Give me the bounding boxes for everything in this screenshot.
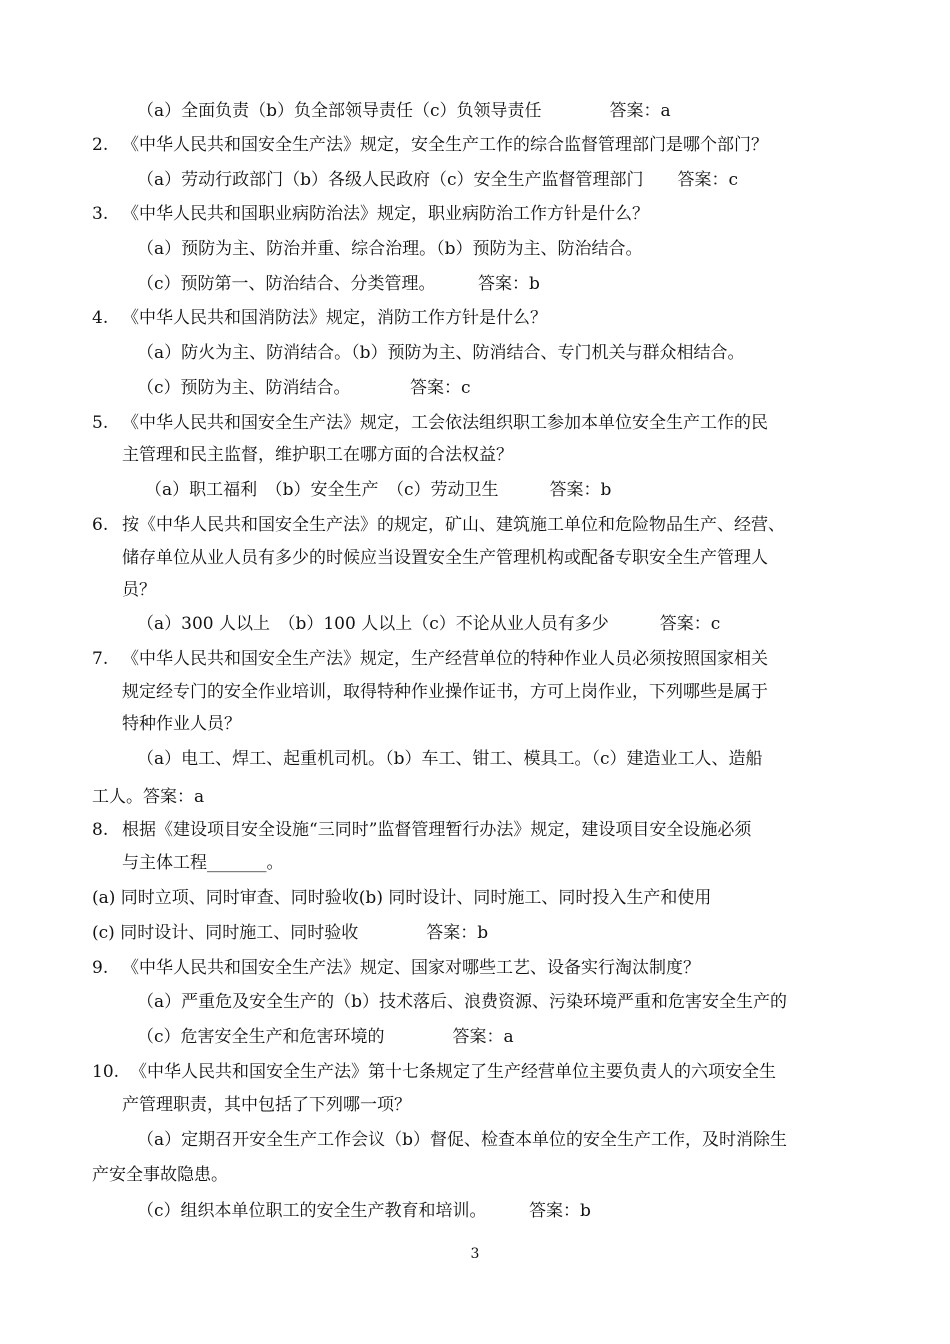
option-line: （c）组织本单位职工的安全生产教育和培训。 答案：b: [137, 1201, 591, 1221]
question-text: 储存单位从业人员有多少的时候应当设置安全生产管理机构或配备专职安全生产管理人: [122, 548, 768, 568]
question-number: 6.: [92, 515, 109, 535]
question-text: 与主体工程_______。: [122, 853, 284, 873]
question-number: 10.: [92, 1062, 120, 1082]
question-number: 4.: [92, 308, 109, 328]
question-text: 按《中华人民共和国安全生产法》的规定，矿山、建筑施工单位和危险物品生产、经营、: [122, 515, 785, 535]
question-text: 特种作业人员？: [122, 714, 241, 734]
question-number: 8.: [92, 820, 109, 840]
question-number: 3.: [92, 204, 109, 224]
question-text: 规定经专门的安全作业培训，取得特种作业操作证书，方可上岗作业，下列哪些是属于: [122, 682, 768, 702]
option-line: （a）电工、焊工、起重机司机。（b）车工、钳工、模具工。（c）建造业工人、造船: [137, 749, 763, 769]
question-text: 《中华人民共和国安全生产法》规定，生产经营单位的特种作业人员必须按照国家相关: [122, 649, 768, 669]
option-line: （c）预防为主、防消结合。 答案：c: [137, 378, 471, 398]
question-number: 5.: [92, 413, 109, 433]
option-line: （a）防火为主、防消结合。（b）预防为主、防消结合、专门机关与群众相结合。: [137, 343, 745, 363]
question-number: 7.: [92, 649, 109, 669]
question-number: 9.: [92, 958, 109, 978]
question-text: 根据《建设项目安全设施“三同时”监督管理暂行办法》规定，建设项目安全设施必须: [122, 820, 752, 840]
option-line: 工人。答案：a: [92, 787, 205, 807]
question-text: 《中华人民共和国安全生产法》规定、国家对哪些工艺、设备实行淘汰制度？: [122, 958, 700, 978]
page-number: 3: [470, 1246, 480, 1262]
option-line: （a）预防为主、防治并重、综合治理。（b）预防为主、防治结合。: [137, 239, 643, 259]
option-line: （a）严重危及安全生产的（b）技术落后、浪费资源、污染环境严重和危害安全生产的: [137, 992, 788, 1012]
option-line: (c) 同时设计、同时施工、同时验收 答案：b: [92, 923, 489, 943]
question-text: 《中华人民共和国安全生产法》第十七条规定了生产经营单位主要负责人的六项安全生: [130, 1062, 776, 1082]
question-text: 主管理和民主监督，维护职工在哪方面的合法权益？: [122, 445, 513, 465]
option-line: （a）定期召开安全生产工作会议（b）督促、检查本单位的安全生产工作，及时消除生: [137, 1130, 788, 1150]
option-line: （c）危害安全生产和危害环境的 答案：a: [137, 1027, 514, 1047]
option-line: （a）全面负责（b）负全部领导责任（c）负领导责任 答案：a: [137, 101, 671, 121]
question-text: 员？: [122, 580, 156, 600]
option-line: （a）职工福利 （b）安全生产 （c）劳动卫生 答案：b: [145, 480, 612, 500]
question-text: 《中华人民共和国职业病防治法》规定，职业病防治工作方针是什么？: [122, 204, 649, 224]
question-text: 《中华人民共和国安全生产法》规定，安全生产工作的综合监督管理部门是哪个部门？: [122, 135, 768, 155]
option-line: （a）300 人以上 （b）100 人以上（c）不论从业人员有多少 答案：c: [137, 614, 721, 634]
option-line: (a) 同时立项、同时审查、同时验收(b) 同时设计、同时施工、同时投入生产和使用: [92, 888, 712, 908]
question-text: 《中华人民共和国消防法》规定，消防工作方针是什么？: [122, 308, 547, 328]
question-text: 《中华人民共和国安全生产法》规定，工会依法组织职工参加本单位安全生产工作的民: [122, 413, 768, 433]
option-line: （c）预防第一、防治结合、分类管理。 答案：b: [137, 274, 540, 294]
option-line: （a）劳动行政部门（b）各级人民政府（c）安全生产监督管理部门 答案：c: [137, 170, 739, 190]
option-line: 产安全事故隐患。: [92, 1165, 228, 1185]
question-text: 产管理职责，其中包括了下列哪一项？: [122, 1095, 411, 1115]
question-number: 2.: [92, 135, 109, 155]
